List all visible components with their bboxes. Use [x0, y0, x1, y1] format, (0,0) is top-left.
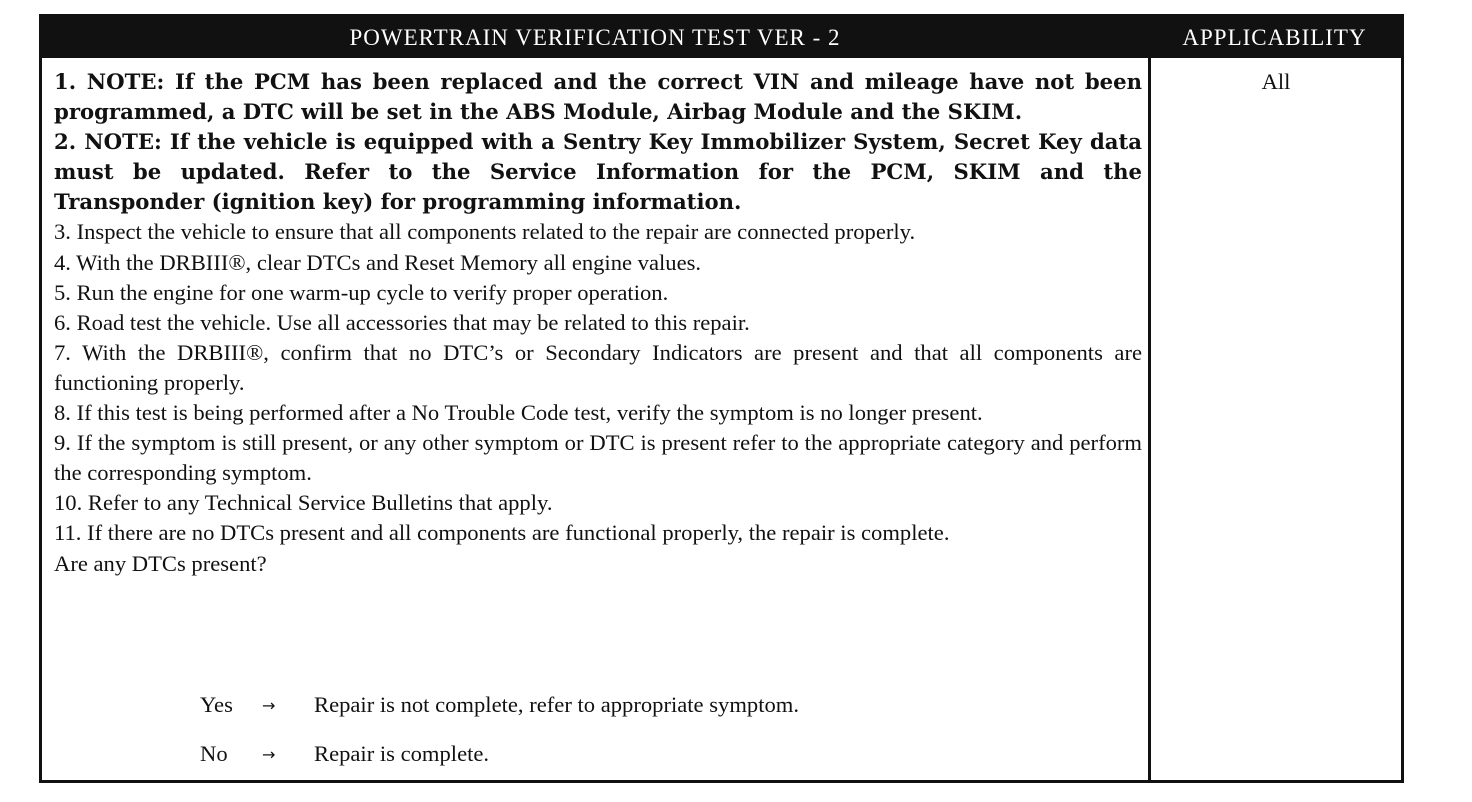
- step-1-note: 1. NOTE: If the PCM has been replaced and the correct VIN and mileage have not been programmed, a DTC will be set in the ABS Module, Airbag Module and the SKIM.: [54, 69, 1142, 125]
- step-7: 7. With the DRBIII®, confirm that no DTC’s or Secondary Indicators are present and that all components are functioning properly.: [54, 339, 1142, 395]
- answer-no-label: No: [200, 741, 228, 766]
- table-header: [42, 17, 1401, 58]
- right-arrow-icon: →: [262, 695, 276, 715]
- step-10: 10. Refer to any Technical Service Bulletins that apply.: [54, 490, 553, 516]
- verification-test-table: [39, 14, 1404, 783]
- answer-no: [200, 739, 799, 769]
- step-8: 8. If this test is being performed after a No Trouble Code test, verify the symptom is no longer present.: [54, 400, 983, 426]
- column-divider: [1148, 58, 1151, 780]
- step-2-note: 2. NOTE: If the vehicle is equipped with a Sentry Key Immobilizer System, Secret Key data must be updated. Refer to the Service Information for the PCM, SKIM and the Transponder (ignition key) for programming information.: [54, 129, 1142, 215]
- answer-yes: [200, 690, 799, 720]
- step-6: 6. Road test the vehicle. Use all accessories that may be related to this repair.: [54, 309, 750, 335]
- applicability-header: APPLICABILITY: [1182, 24, 1367, 50]
- procedure-steps: [54, 67, 1142, 579]
- answer-no-text: Repair is complete.: [314, 741, 490, 766]
- right-arrow-icon: →: [262, 744, 276, 764]
- answer-yes-label: Yes: [200, 692, 233, 717]
- step-3: 3. Inspect the vehicle to ensure that all components related to the repair are connected properly.: [54, 219, 916, 245]
- step-11: 11. If there are no DTCs present and all components are functional properly, the repair is complete.: [54, 520, 950, 546]
- answer-list: [200, 690, 799, 788]
- applicability-value: All: [1261, 69, 1291, 94]
- answer-yes-text: Repair is not complete, refer to appropriate symptom.: [314, 692, 799, 717]
- test-title: POWERTRAIN VERIFICATION TEST VER - 2: [349, 24, 841, 50]
- step-9: 9. If the symptom is still present, or any other symptom or DTC is present refer to the appropriate category and perform the corresponding symptom.: [54, 430, 1142, 486]
- step-4: 4. With the DRBIII®, clear DTCs and Reset Memory all engine values.: [54, 249, 702, 275]
- step-5: 5. Run the engine for one warm-up cycle to verify proper operation.: [54, 279, 669, 305]
- question: Are any DTCs present?: [54, 550, 267, 576]
